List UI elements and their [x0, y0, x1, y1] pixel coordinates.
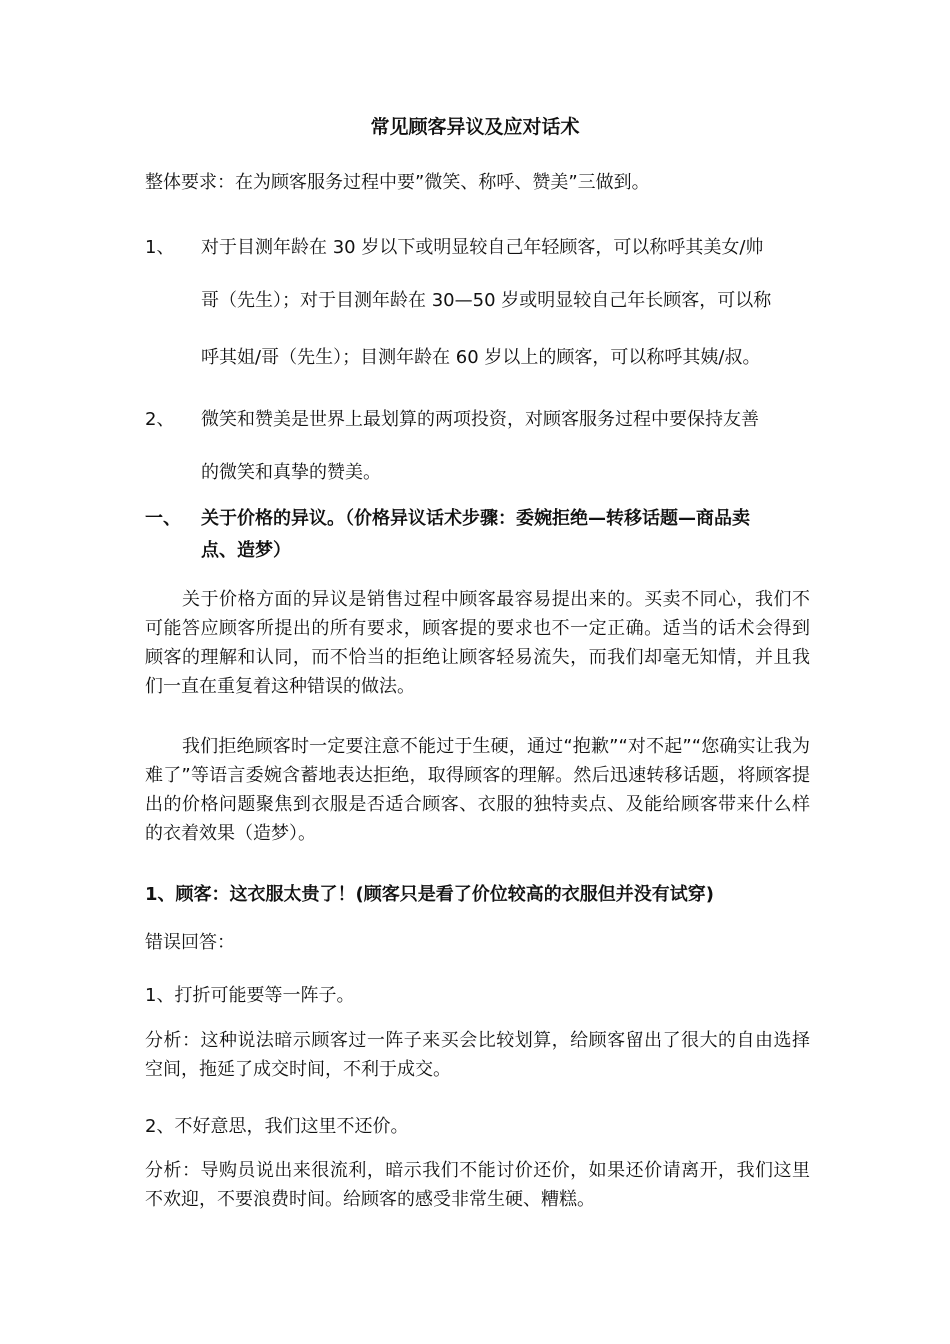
- body-paragraph: 关于价格方面的异议是销售过程中顾客最容易提出来的。买卖不同心，我们不可能答应顾客所提出的所有要求，顾客提的要求也不一定正确。适当的话术会得到顾客的理解和认同，而不恰当的拒绝让顾客轻易流失，而我们却毫无知情，并且我们一直在重复着这种错误的做法。: [145, 589, 810, 697]
- rule-number: 2、: [145, 409, 175, 430]
- wrong-answer-label: 错误回答：: [145, 932, 235, 953]
- section-heading-line: 点、造梦）: [201, 540, 291, 561]
- wrong-reply: 2、不好意思，我们这里不还价。: [145, 1116, 409, 1137]
- analysis-paragraph: 分析：导购员说出来很流利，暗示我们不能讨价还价，如果还价请离开，我们这里不欢迎，不要浪费时间。给顾客的感受非常生硬、糟糕。: [145, 1160, 810, 1210]
- rule-line: 哥（先生）；对于目测年龄在 30—50 岁或明显较自己年长顾客，可以称: [201, 290, 772, 311]
- section-number: 一、: [145, 508, 181, 529]
- case-heading: 1、顾客：这衣服太贵了！(顾客只是看了价位较高的衣服但并没有试穿): [145, 884, 714, 905]
- rule-line: 微笑和赞美是世界上最划算的两项投资，对顾客服务过程中要保持友善: [201, 409, 759, 430]
- section-heading-line: 关于价格的异议。（价格异议话术步骤：委婉拒绝—转移话题—商品卖: [201, 508, 750, 529]
- rule-line: 对于目测年龄在 30 岁以下或明显较自己年轻顾客，可以称呼其美女/帅: [201, 237, 764, 258]
- rule-line: 的微笑和真挚的赞美。: [201, 462, 381, 483]
- analysis-paragraph: 分析：这种说法暗示顾客过一阵子来买会比较划算，给顾客留出了很大的自由选择空间，拖延了成交时间，不利于成交。: [145, 1030, 810, 1080]
- rule-line: 呼其姐/哥（先生）；目测年龄在 60 岁以上的顾客，可以称呼其姨/叔。: [201, 347, 761, 368]
- document-title: 常见顾客异议及应对话术: [370, 116, 580, 138]
- overall-requirement: 整体要求：在为顾客服务过程中要”微笑、称呼、赞美”三做到。: [145, 172, 650, 193]
- wrong-reply: 1、打折可能要等一阵子。: [145, 985, 355, 1006]
- rule-number: 1、: [145, 237, 175, 258]
- body-paragraph: 我们拒绝顾客时一定要注意不能过于生硬，通过“抱歉”“对不起”“您确实让我为难了”等语言委婉含蓄地表达拒绝，取得顾客的理解。然后迅速转移话题，将顾客提出的价格问题聚焦到衣服是否适合顾客、衣服的独特卖点、及能给顾客带来什么样的衣着效果（造梦）。: [145, 736, 810, 844]
